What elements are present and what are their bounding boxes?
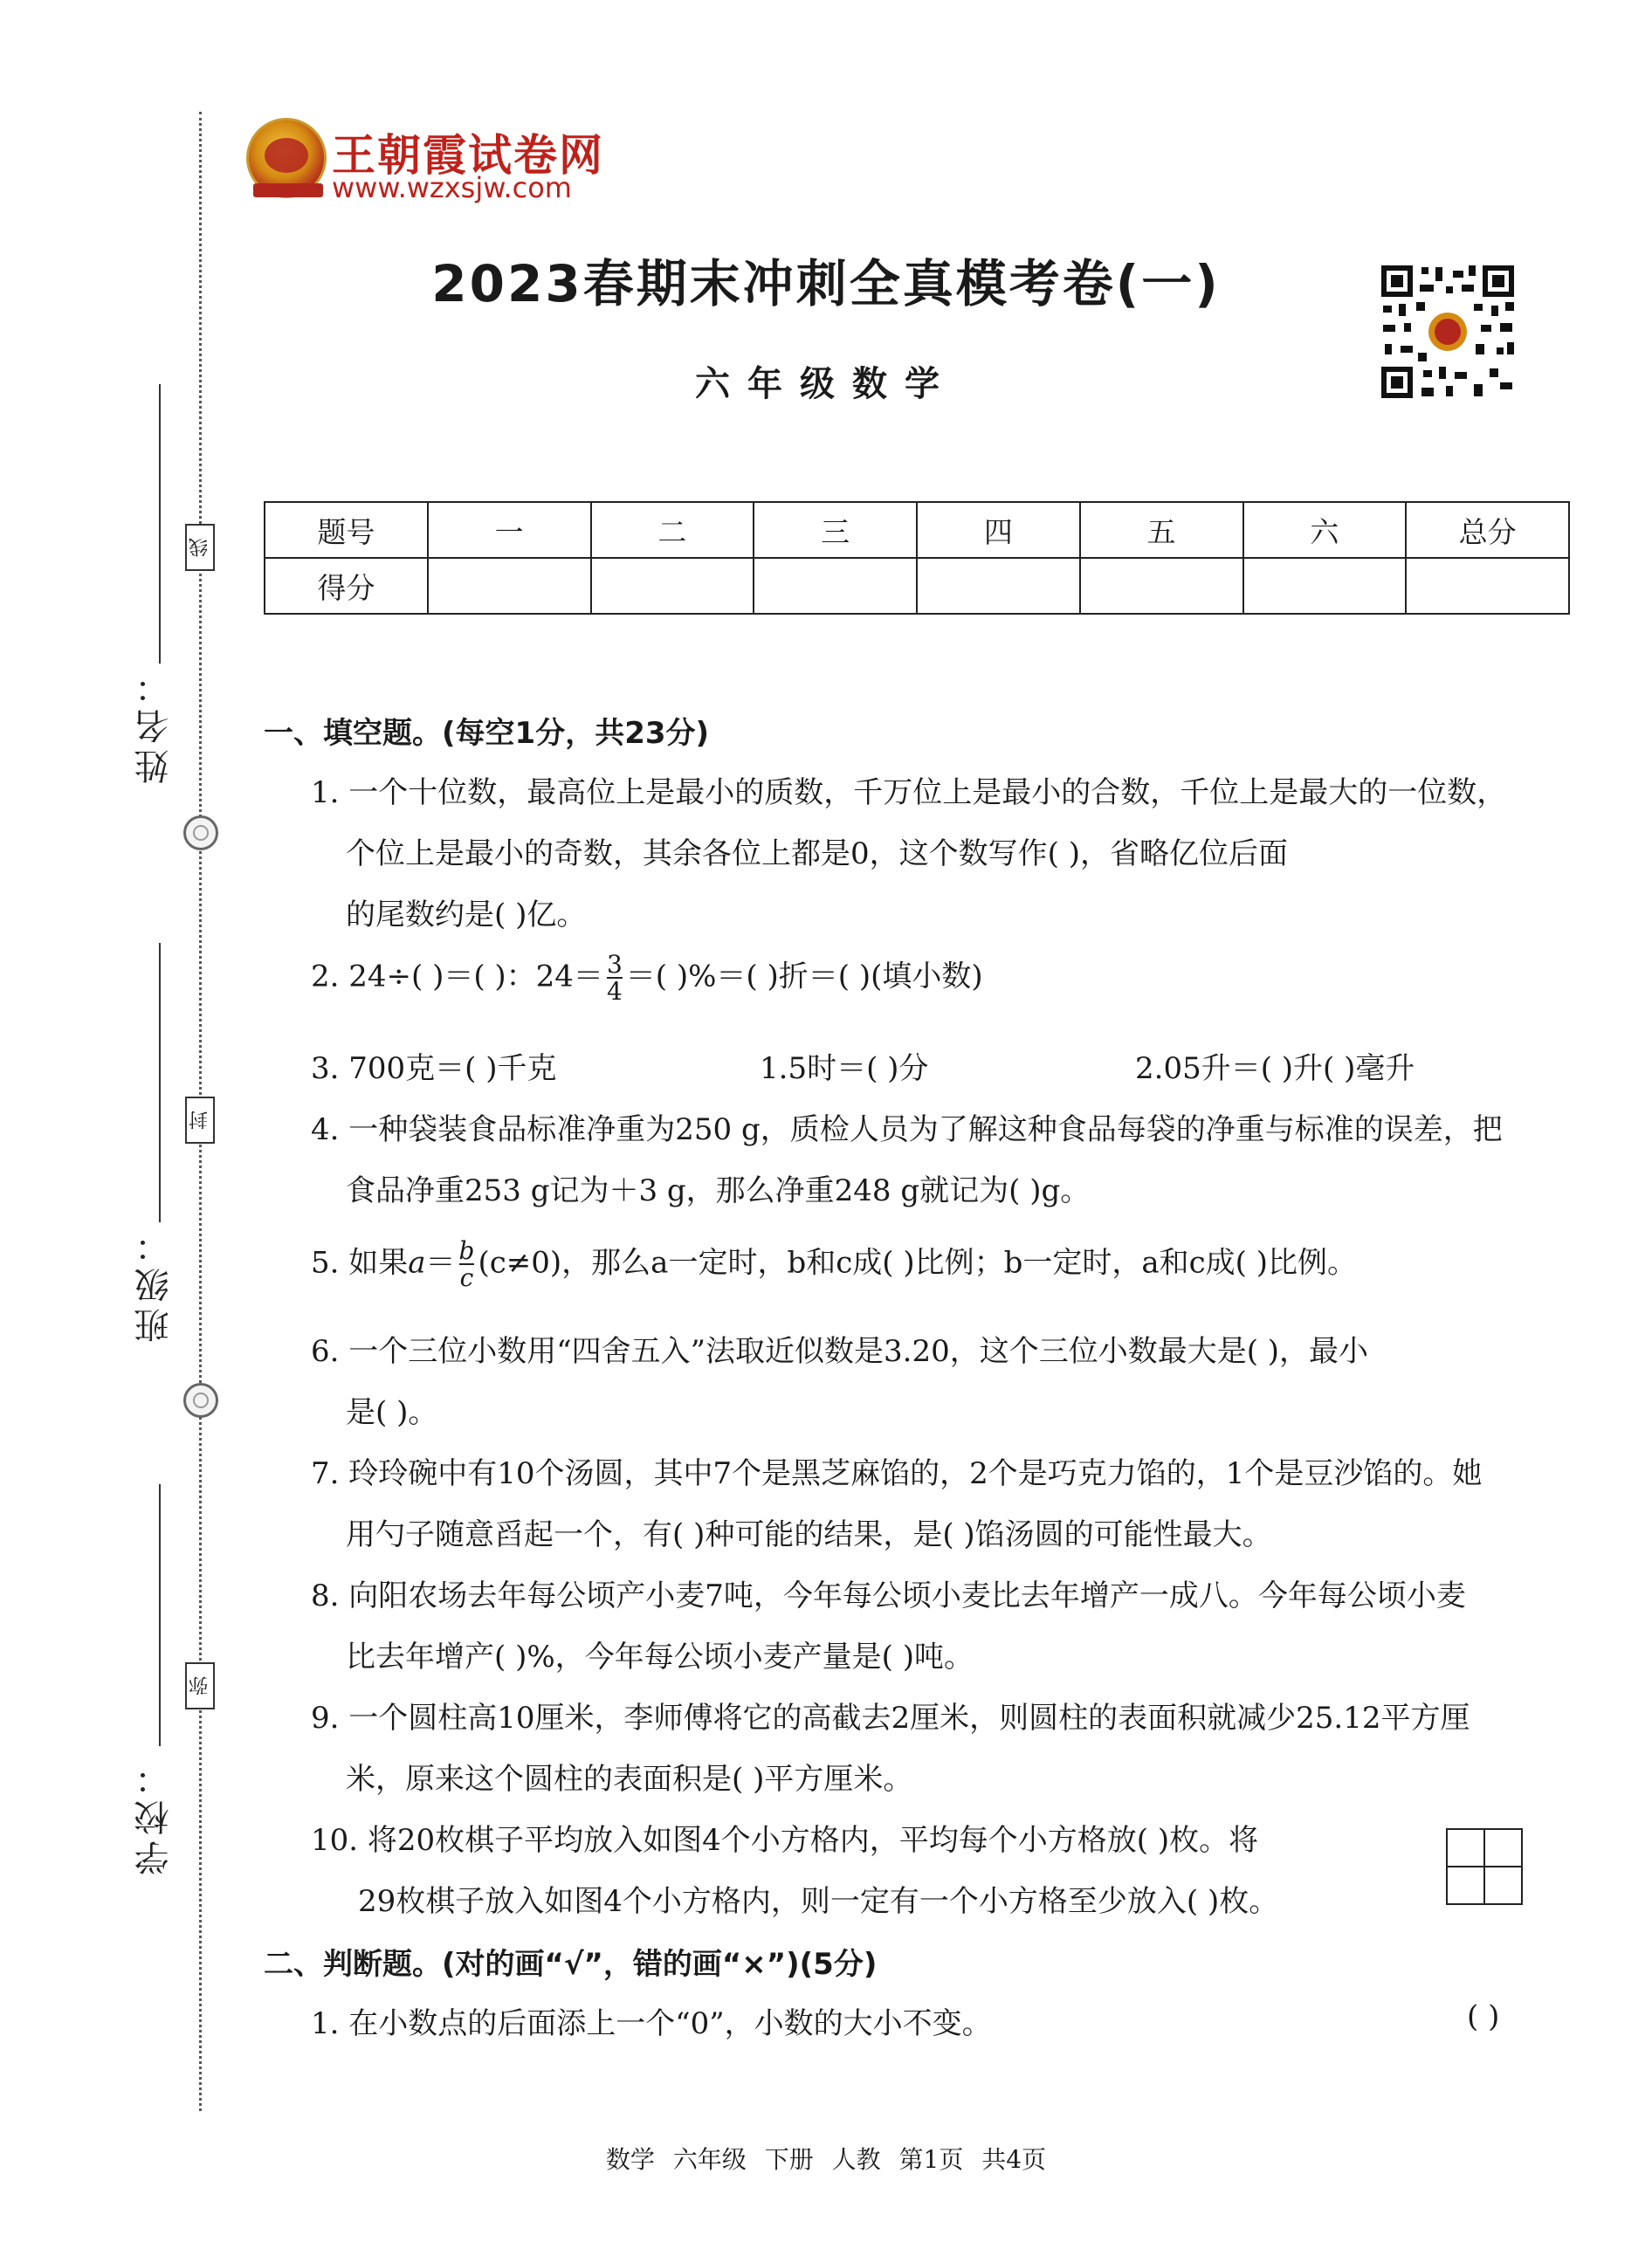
- class-underline: [159, 943, 161, 1222]
- seal-mi: 弥: [185, 1662, 215, 1709]
- school-underline: [159, 1484, 161, 1746]
- class-label: 班级：: [134, 1222, 175, 1343]
- q10-line1: 10. 将20枚棋子平均放入如图4个小方格内，平均每个小方格放( )枚。将: [311, 1823, 1259, 1858]
- q3-part-a: 3. 700克＝( )千克: [311, 1051, 557, 1086]
- q2-fraction-den: 4: [606, 977, 623, 1007]
- q5-fraction-den: c: [459, 1263, 474, 1293]
- score-cell: [591, 558, 754, 614]
- section1-heading: 一、填空题。(每空1分，共23分): [264, 716, 710, 751]
- logo-url: www.wzxsjw.com: [332, 171, 572, 204]
- four-square-grid-figure: [1446, 1828, 1523, 1905]
- score-cell: [917, 558, 1080, 614]
- q5-cond: (c≠0): [478, 1245, 562, 1281]
- score-table-header-cell: 三: [754, 502, 917, 558]
- q1-line3: 的尾数约是( )亿。: [346, 898, 587, 932]
- score-cell: [1243, 558, 1407, 614]
- q4-line1: 4. 一种袋装食品标准净重为250 g，质检人员为了解这种食品每袋的净重与标准的误差，把: [311, 1112, 1503, 1147]
- q2-fraction: [607, 952, 623, 1005]
- section2-heading: 二、判断题。(对的画“√”，错的画“×”)(5分): [264, 1947, 878, 1982]
- score-table-header-cell: 二: [591, 502, 754, 558]
- q3-part-b: 1.5时＝( )分: [760, 1051, 929, 1086]
- s2-q1-answer-bracket: ( ): [1467, 1999, 1500, 2034]
- seal-feng: 封: [185, 1097, 215, 1144]
- q2-line: [311, 952, 983, 1005]
- logo-site-name: 王朝霞试卷网: [332, 130, 604, 181]
- q6-line1: 6. 一个三位小数用“四舍五入”法取近似数是3.20，这个三位小数最大是( )，最小: [311, 1334, 1369, 1369]
- seal-xian: 线: [185, 524, 215, 571]
- q8-line2: 比去年增产( )%，今年每公顷小麦产量是( )吨。: [346, 1640, 974, 1675]
- score-table: [264, 501, 1570, 615]
- score-table-header-cell: 一: [428, 502, 591, 558]
- name-label: 姓名：: [134, 664, 175, 784]
- score-table-score-row: [265, 558, 1569, 614]
- score-table-row-label: 得分: [265, 558, 428, 614]
- name-underline: [159, 384, 161, 664]
- seal-ornament-icon: [183, 815, 218, 850]
- q2-part-b: ＝( )%＝( )折＝( )(填小数): [625, 959, 983, 994]
- score-cell: [1080, 558, 1243, 614]
- score-table-header-cell: 四: [917, 502, 1080, 558]
- score-table-header-row: [265, 502, 1569, 558]
- q7-line2: 用勺子随意舀起一个，有( )种可能的结果，是( )馅汤圆的可能性最大。: [346, 1517, 1272, 1552]
- q5-eq: ＝: [425, 1245, 456, 1281]
- q7-line1: 7. 玲玲碗中有10个汤圆，其中7个是黑芝麻馅的，2个是巧克力馅的，1个是豆沙馅的。她: [311, 1456, 1483, 1491]
- score-cell: [1406, 558, 1569, 614]
- s2-q1-text: 1. 在小数点的后面添上一个“0”，小数的大小不变。: [311, 2006, 992, 2041]
- score-cell: [754, 558, 917, 614]
- q3-part-c: 2.05升＝( )升( )毫升: [1135, 1051, 1415, 1086]
- score-cell: [428, 558, 591, 614]
- q2-fraction-num: 3: [606, 950, 623, 979]
- q1-line1: 1. 一个十位数，最高位上是最小的质数，千万位上是最小的合数，千位上是最大的一位数，: [311, 775, 1507, 810]
- q5-fraction: [459, 1238, 475, 1291]
- score-table-header-cell: 题号: [265, 502, 428, 558]
- seal-ornament-icon: [183, 1383, 218, 1418]
- q10-line2: 29枚棋子放入如图4个小方格内，则一定有一个小方格至少放入( )枚。: [358, 1884, 1279, 1919]
- logo-ribbon: [253, 183, 323, 197]
- q1-line2: 个位上是最小的奇数，其余各位上都是0，这个数写作( )，省略亿位后面: [346, 836, 1288, 871]
- qr-code-icon: [1378, 262, 1518, 402]
- score-table-header-cell: 总分: [1406, 502, 1569, 558]
- q9-line1: 9. 一个圆柱高10厘米，李师傅将它的高截去2厘米，则圆柱的表面积就减少25.12平方厘: [311, 1701, 1470, 1736]
- page-footer: 数学 六年级 下册 人教 第1页 共4页: [605, 2145, 1047, 2174]
- page-title: 2023春期末冲刺全真模考卷(一): [431, 254, 1221, 313]
- q5-fraction-num: b: [458, 1236, 475, 1265]
- page-subtitle: 六年级数学: [695, 364, 957, 404]
- q2-part-a: 2. 24÷( )＝( )：24＝: [311, 959, 603, 994]
- q6-line2: 是( )。: [346, 1395, 438, 1430]
- q5-line: [311, 1238, 1357, 1291]
- q5-var-a: a: [408, 1245, 426, 1281]
- q9-line2: 米，原来这个圆柱的表面积是( )平方厘米。: [346, 1762, 913, 1797]
- score-table-header-cell: 五: [1080, 502, 1243, 558]
- school-label: 学校：: [134, 1755, 175, 1875]
- q8-line1: 8. 向阳农场去年每公顷产小麦7吨，今年每公顷小麦比去年增产一成八。今年每公顷小麦: [311, 1578, 1466, 1613]
- q5-part-b: ，那么a一定时，b和c成( )比例；b一定时，a和c成( )比例。: [561, 1245, 1357, 1281]
- q4-line2: 食品净重253 g记为＋3 g，那么净重248 g就记为( )g。: [346, 1173, 1091, 1208]
- q5-part-a: 5. 如果: [311, 1245, 409, 1281]
- score-table-header-cell: 六: [1243, 502, 1407, 558]
